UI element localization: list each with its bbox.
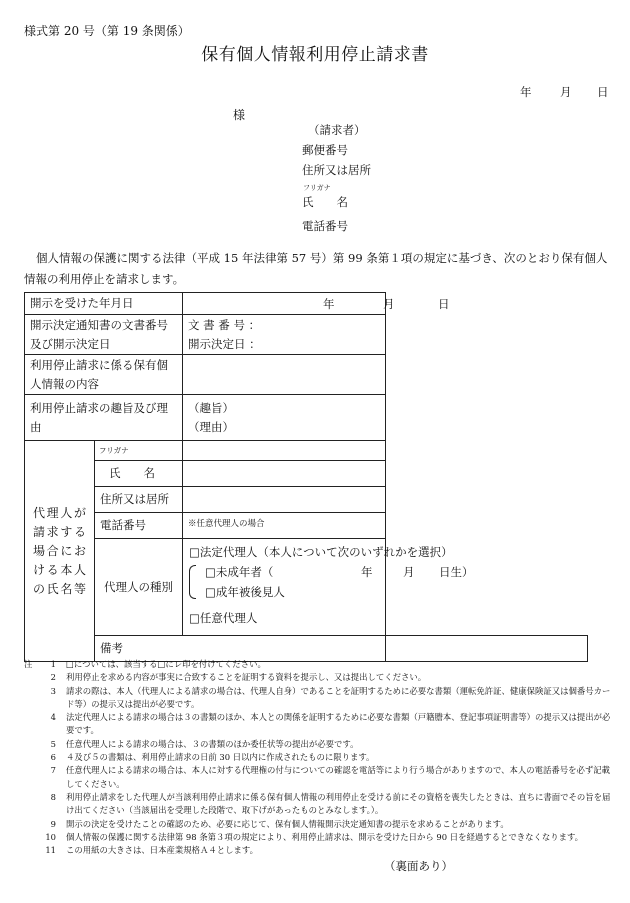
adult-ward-checkbox[interactable]: □成年被後見人 (205, 585, 285, 599)
agent-name-field[interactable] (183, 461, 386, 487)
note-text: 個人情報の保護に関する法律第 98 条第３項の規定により、利用停止請求は、開示を受けた日から 90 日を経過するとできなくなります。 (66, 831, 584, 842)
note-item (24, 791, 614, 818)
agent-furigana-field[interactable] (183, 441, 386, 461)
info-label (25, 355, 183, 395)
note-text: 法定代理人による請求の場合は３の書類のほか、本人との関係を証明するために必要な書類（戸籍謄本、登記事項証明書等）の提示又は提出が必要です。 (66, 712, 611, 736)
agent-phone-label: 電話番号 (95, 513, 183, 539)
purpose-label-line-1: 利用停止請求の趣旨及び理 (30, 400, 168, 415)
note-item (24, 685, 614, 712)
info-content-field[interactable] (183, 355, 386, 395)
note-text: 任意代理人による請求の場合は、３の書類のほか委任状等の提出が必要です。 (66, 738, 359, 749)
date-day-label: 日 (597, 85, 609, 99)
disclosure-date-field[interactable] (183, 293, 450, 315)
postal-code-label: 郵便番号 (302, 143, 348, 157)
agent-phone-note: ※任意代理人の場合 (188, 519, 265, 529)
row-agent-address (25, 487, 588, 513)
legal-agent-checkbox[interactable]: □法定代理人（本人について次のいずれかを選択） (189, 545, 453, 559)
note-text: 請求の際は、本人（代理人による請求の場合は、代理人自身）であることを証明するために必要な書類（運転免許証、健康保険証又は個番号カード等）の提示又は提出が必要です。 (66, 685, 611, 709)
note-item (24, 671, 614, 684)
brace-bracket (189, 565, 196, 599)
info-label-line-1: 利用停止請求に係る保有個 (30, 357, 168, 372)
intro-text: 個人情報の保護に関する法律（平成 15 年法律第 57 号）第 99 条第１項の規定に基づき、次のとおり保有個人情報の利用停止を請求します。 (24, 251, 608, 286)
disclosure-month: 月 (383, 297, 395, 311)
note-text: 利用停止を求める内容が事実に合致することを証明する資料を提示し、又は提出してください。 (66, 672, 427, 683)
agent-address-field[interactable] (183, 487, 386, 513)
notice-field[interactable] (183, 315, 386, 355)
minor-day-label: 日生） (439, 565, 474, 579)
note-text: 利用停止請求をした代理人が当該利用停止請求に係る保有個人情報の利用停止を受ける前にその資格を喪失したときは、直ちに書面でその旨を届け出てください（当該届出を受理した段階で、取下げがあったものとみなします。）。 (66, 791, 611, 816)
notes-section (24, 658, 614, 857)
agent-label-line: 代理人が (33, 505, 86, 520)
name-label: 氏 名 (302, 195, 348, 209)
minor-year-label: 年 (361, 565, 373, 579)
note-text: ４及び５の書類は、利用停止請求の日前 30 日以内に作成されたものに限ります。 (66, 752, 375, 763)
note-text: 開示の決定を受けたことの確認のため、必要に応じて、保有個人情報開示決定通知書の提示を求めることがあります。 (66, 818, 509, 829)
note-number: 6 (50, 752, 56, 763)
agent-type-options (183, 539, 474, 636)
form-title: 保有個人情報利用停止請求書 (201, 45, 429, 65)
row-agent-type (25, 539, 588, 636)
agent-section-label (25, 441, 95, 662)
request-table (24, 292, 588, 662)
row-agent-furigana (25, 441, 588, 461)
note-item (24, 751, 614, 764)
agent-name-label: 氏 名 (95, 461, 183, 487)
agent-phone-field[interactable] (183, 513, 386, 539)
row-agent-phone (25, 513, 588, 539)
note-number: 2 (50, 672, 56, 683)
note-number: 7 (50, 765, 56, 776)
back-side-note: （裏面あり） (384, 859, 453, 873)
note-item (24, 844, 614, 857)
agent-label-line: 場合にお (33, 543, 86, 558)
decision-date-label: 開示決定日 ： (188, 336, 261, 351)
note-item (24, 658, 614, 671)
agent-address-label: 住所又は居所 (95, 487, 183, 513)
minor-month-label: 月 (403, 565, 415, 579)
note-number: 8 (50, 791, 56, 802)
row-info-content (25, 355, 588, 395)
note-number: 1 (50, 659, 56, 669)
form-number: 様式第 20 号（第 19 条関係） (24, 24, 190, 38)
note-item (24, 831, 614, 844)
row-disclosure-date (25, 293, 588, 315)
disclosure-year: 年 (323, 297, 335, 311)
date-year-label: 年 (520, 85, 532, 99)
info-label-line-2: 人情報の内容 (30, 376, 99, 391)
notice-label (25, 315, 183, 355)
purpose-label (25, 395, 183, 441)
note-text: この用紙の大きさは、日本産業規格Ａ４とします。 (66, 845, 258, 856)
agent-label-line: ける本人 (33, 562, 86, 577)
purpose-label-line-2: 由 (30, 419, 42, 434)
doc-number-label: 文 書 番 号 ： (188, 317, 261, 332)
disclosure-date-label: 開示を受けた年月日 (25, 293, 183, 315)
remarks-label: 備考 (95, 636, 386, 662)
agent-label-line: の氏名等 (33, 581, 86, 596)
agent-furigana-label: フリガナ (95, 441, 183, 461)
address-label: 住所又は居所 (302, 163, 371, 177)
row-purpose (25, 395, 588, 441)
minor-checkbox[interactable]: □未成年者（ (205, 565, 274, 579)
note-number: 3 (50, 685, 56, 696)
voluntary-agent-checkbox[interactable]: □任意代理人 (189, 611, 258, 625)
notice-label-line-1: 開示決定通知書の文書番号 (30, 317, 168, 332)
note-item (24, 818, 614, 831)
row-agent-name (25, 461, 588, 487)
date-month-label: 月 (560, 85, 572, 99)
notes-label: 注 (24, 659, 33, 669)
notice-label-line-2: 及び開示決定日 (30, 336, 111, 351)
note-number: 4 (50, 712, 56, 723)
requester-heading: （請求者） (308, 123, 366, 137)
note-item (24, 738, 614, 751)
disclosure-day: 日 (438, 297, 450, 311)
note-item (24, 764, 614, 791)
note-text: 任意代理人による請求の場合は、本人に対する代理権の付与についての確認を電話等により行う場合がありますので、本人の電話番号を必ず記載してください。 (66, 765, 611, 789)
purpose-field[interactable] (183, 395, 386, 441)
note-number: 5 (50, 738, 56, 749)
note-number: 10 (45, 831, 56, 842)
purpose-sublabel: （趣旨） (188, 400, 234, 415)
agent-type-label: 代理人の種別 (95, 539, 183, 636)
note-item (24, 711, 614, 738)
note-number: 9 (50, 818, 56, 829)
furigana-label: フリガナ (303, 184, 331, 192)
phone-label: 電話番号 (302, 219, 348, 233)
row-notice (25, 315, 588, 355)
note-text: □については、該当する□にレ印を付けてください。 (66, 659, 266, 669)
addressee-suffix: 様 (233, 108, 246, 122)
reason-sublabel: （理由） (188, 419, 234, 434)
agent-label-line: 請求する (33, 524, 86, 539)
note-number: 11 (45, 845, 56, 856)
